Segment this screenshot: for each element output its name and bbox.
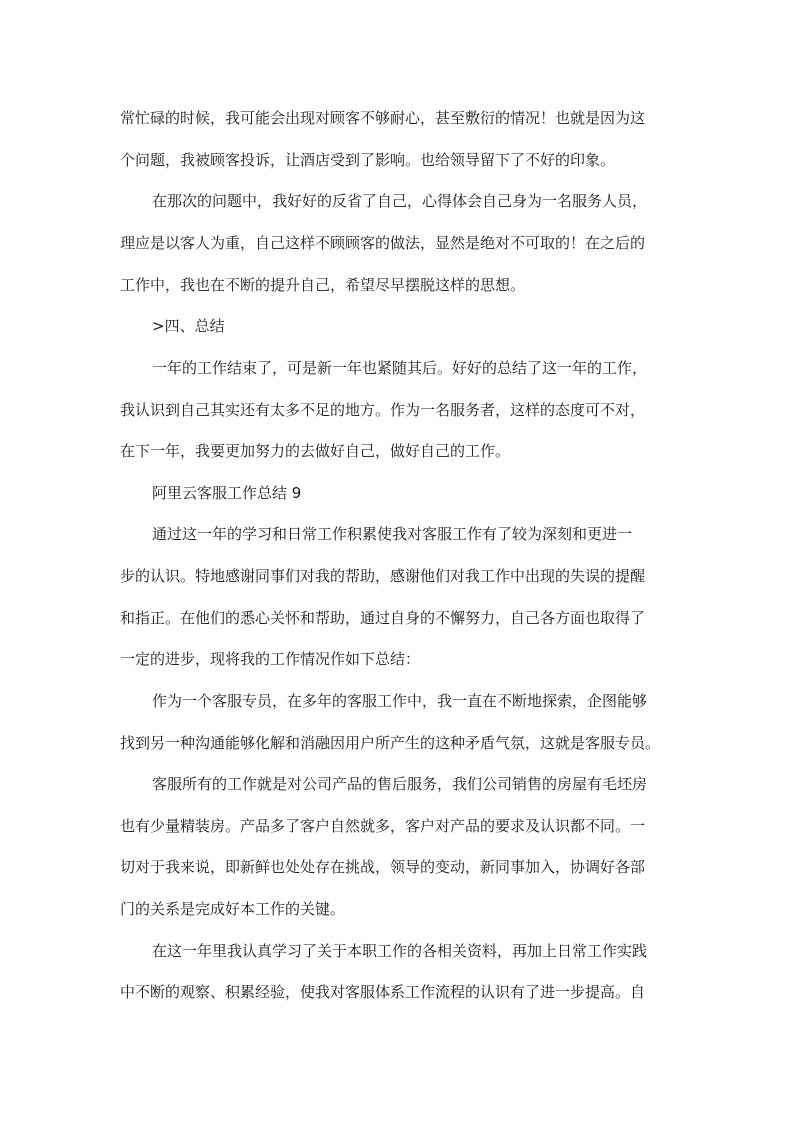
section-heading: >四、总结	[152, 317, 225, 335]
paragraph-line: 在那次的问题中，我好好的反省了自己，心得体会自己身为一名服务人员，	[152, 192, 648, 210]
paragraph-line: 一定的进步，现将我的工作情况作如下总结：	[120, 650, 421, 668]
paragraph-line: 个问题，我被顾客投诉，让酒店受到了影响。也给领导留下了不好的印象。	[120, 151, 616, 169]
paragraph-line: 步的认识。特地感谢同事们对我的帮助，感谢他们对我工作中出现的失误的提醒	[120, 567, 646, 585]
paragraph-line: 常忙碌的时候，我可能会出现对顾客不够耐心，甚至敷衍的情况！也就是因为这	[120, 109, 646, 127]
paragraph-line: 中不断的观察、积累经验，使我对客服体系工作流程的认识有了进一步提高。自	[120, 983, 646, 1001]
paragraph-line: 通过这一年的学习和日常工作积累使我对客服工作有了较为深刻和更进一	[152, 525, 633, 543]
paragraph-line: 理应是以客人为重，自己这样不顾顾客的做法，显然是绝对不可取的！在之后的	[120, 234, 646, 252]
paragraph-line: 门的关系是完成好本工作的关键。	[120, 900, 346, 918]
paragraph-line: 在这一年里我认真学习了关于本职工作的各相关资料，再加上日常工作实践	[152, 942, 648, 960]
paragraph-line: 我认识到自己其实还有太多不足的地方。作为一名服务者，这样的态度可不对，	[120, 401, 646, 419]
paragraph-line: 找到另一种沟通能够化解和消融因用户所产生的这种矛盾气氛，这就是客服专员。	[120, 734, 661, 752]
paragraph-line: 切对于我来说，即新鲜也处处存在挑战，领导的变动，新同事加入，协调好各部	[120, 858, 646, 876]
paragraph-line: 客服所有的工作就是对公司产品的售后服务，我们公司销售的房屋有毛坯房	[152, 775, 648, 793]
paragraph-line: 作为一个客服专员，在多年的客服工作中，我一直在不断地探索，企图能够	[152, 692, 648, 710]
paragraph-line: 也有少量精装房。产品多了客户自然就多，客户对产品的要求及认识都不同。一	[120, 817, 646, 835]
paragraph-line: 和指正。在他们的悉心关怀和帮助，通过自身的不懈努力，自己各方面也取得了	[120, 609, 646, 627]
paragraph-line: 在下一年，我要更加努力的去做好自己，做好自己的工作。	[120, 442, 511, 460]
section-title: 阿里云客服工作总结 9	[152, 484, 302, 502]
paragraph-line: 工作中，我也在不断的提升自己，希望尽早摆脱这样的思想。	[120, 276, 526, 294]
paragraph-line: 一年的工作结束了，可是新一年也紧随其后。好好的总结了这一年的工作，	[152, 359, 648, 377]
